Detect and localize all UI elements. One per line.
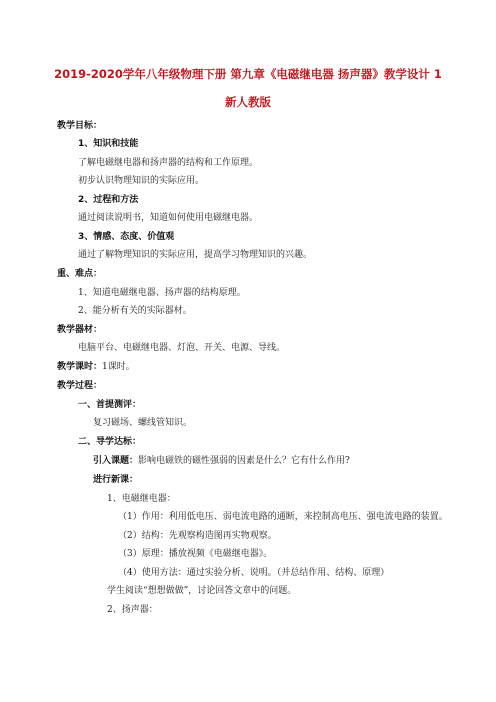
equipment-list: 电脑平台、电磁继电器、灯泡、开关、电源、导线。 [78,343,286,353]
relay-item-1: （1）作用：利用低电压、弱电流电路的通断，来控制高电压、强电流电路的装置。 [118,512,448,522]
new-lesson-label: 进行新课： [93,475,139,485]
intro-question: 影响电磁铁的磁性强弱的因素是什么？它有什么作用? [138,456,350,466]
step-1-heading: 一、首提测评： [78,400,142,410]
process-heading: 2、过程和方法 [78,195,139,205]
process-item-1: 通过阅读说明书，知道如何使用电磁继电器。 [78,213,259,223]
emotion-heading: 3、情感、态度、价值观 [78,232,175,242]
document-title-line-2: 新人教版 [225,95,271,109]
skills-item-2: 初步认识物理知识的实际应用。 [78,176,205,186]
intro-label: 引入课题： [93,456,139,466]
relay-item-3: （3）原理：播放视频《电磁继电器》。 [118,549,273,559]
skills-heading: 1、知识和技能 [78,139,139,149]
relay-heading: 1、电磁继电器： [107,494,176,504]
equipment-heading: 教学器材： [57,325,103,335]
step-1-item: 复习磁场、螺线管知识。 [93,418,193,428]
relay-item-5: 学生阅读“想想做做”，讨论回答文章中的问题。 [107,586,297,596]
key-points-heading: 重、难点： [57,269,103,279]
key-point-1: 1、知道电磁继电器、扬声器的结构原理。 [78,288,246,298]
step-2-heading: 二、导学达标： [78,437,142,447]
teaching-goals-heading: 教学目标： [57,121,103,131]
document-title-line-1: 2019-2020学年八年级物理下册 第九章《电磁继电器 扬声器》教学设计 1 [54,67,442,81]
class-hours-label: 教学课时： [57,362,103,372]
relay-item-2: （2）结构：先观察构造图再实物观察。 [118,531,277,541]
emotion-item-1: 通过了解物理知识的实际应用，提高学习物理知识的兴趣。 [78,250,313,260]
skills-item-1: 了解电磁继电器和扬声器的结构和工作原理。 [78,158,259,168]
teaching-process-heading: 教学过程： [57,381,103,391]
key-point-2: 2、能分析有关的实际器材。 [78,306,192,316]
relay-item-4: （4）使用方法：通过实验分析、说明。（并总结作用、结构、原理） [118,568,390,578]
class-hours [57,361,135,373]
class-hours-value: 1课时。 [102,362,135,372]
speaker-heading: 2、扬声器： [107,605,158,615]
intro-line [93,455,350,467]
